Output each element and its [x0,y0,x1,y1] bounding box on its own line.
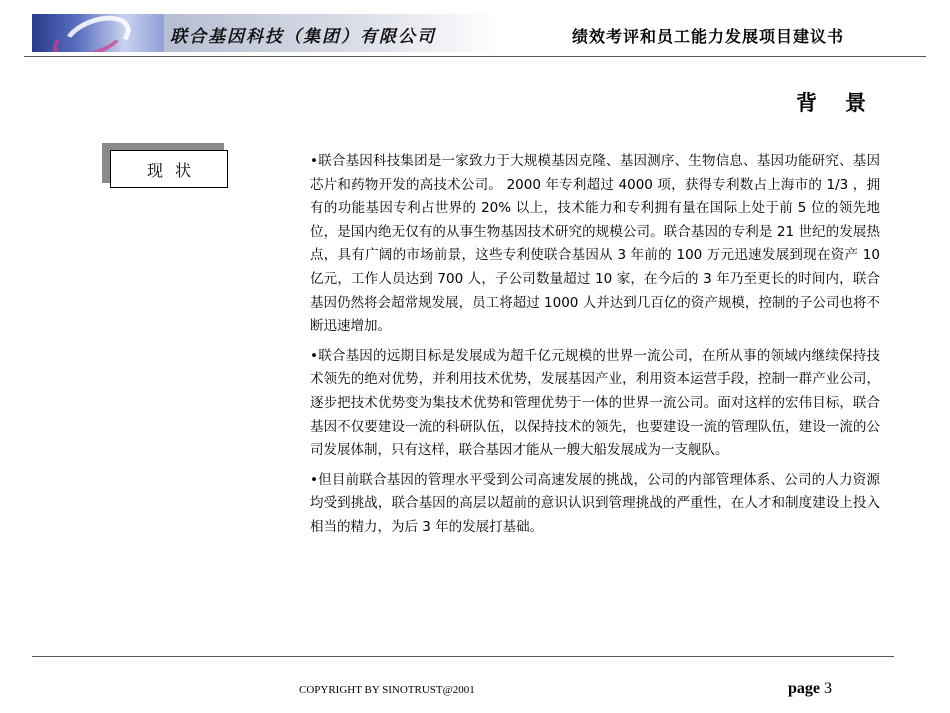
status-label-box [110,150,228,188]
paragraph-company-overview: •联合基因科技集团是一家致力于大规模基因克隆、基因测序、生物信息、基因功能研究、基因芯片和药物开发的高技术公司。 2000 年专利超过 4000 项，获得专利数占上海市的 1/3 ，拥有的功能基因专利占世界的 20% 以上，技术能力和专利拥有量在国际上处于前 5 位的领先地位，是国内绝无仅有的从事生物基因技术研究的规模公司。联合基因的专利是 21 世纪的发展热点，具有广阔的市场前景，这些专利使联合基因从 3 年前的 100 万元迅速发展到现在资产 10 亿元，工作人员达到 700 人，子公司数量超过 10 家，在今后的 3 年乃至更长的时间内，联合基因仍然将会超常规发展，员工将超过 1000 人并达到几百亿的资产规模，控制的子公司也将不断迅速增加。 [310,153,880,335]
page-number-value: 3 [824,680,832,697]
body-content [310,150,880,546]
status-label: 现状 [146,160,203,180]
page-number [788,680,832,698]
footer-divider [32,656,894,657]
document-title: 绩效考评和员工能力发展项目建议书 [572,27,845,46]
company-logo [32,14,164,52]
paragraph-management-challenge: •但目前联合基因的管理水平受到公司高速发展的挑战，公司的内部管理体系、公司的人力资源均受到挑战，联合基因的高层以超前的意识认识到管理挑战的严重性，在人才和制度建设上投入相当的精力，为后 3 年的发展打基础。 [310,471,880,535]
header-divider [24,56,926,57]
section-title: 背景 [796,91,894,115]
paragraph-long-term-goal: •联合基因的远期目标是发展成为超千亿元规模的世界一流公司，在所从事的领域内继续保持技术领先的绝对优势，并利用技术优势，发展基因产业，利用资本运营手段，控制一群产业公司，逐步把技术优势变为集技术优势和管理优势于一体的世界一流公司。面对这样的宏伟目标，联合基因不仅要建设一流的科研队伍，以保持技术的领先，也要建设一流的管理队伍，建设一流的公司发展体制，只有这样，联合基因才能从一艘大船发展成为一支舰队。 [310,347,880,459]
page-label: page [788,680,820,697]
company-name: 联合基因科技（集团）有限公司 [170,27,436,47]
copyright-notice: COPYRIGHT BY SINOTRUST@2001 [299,684,475,696]
